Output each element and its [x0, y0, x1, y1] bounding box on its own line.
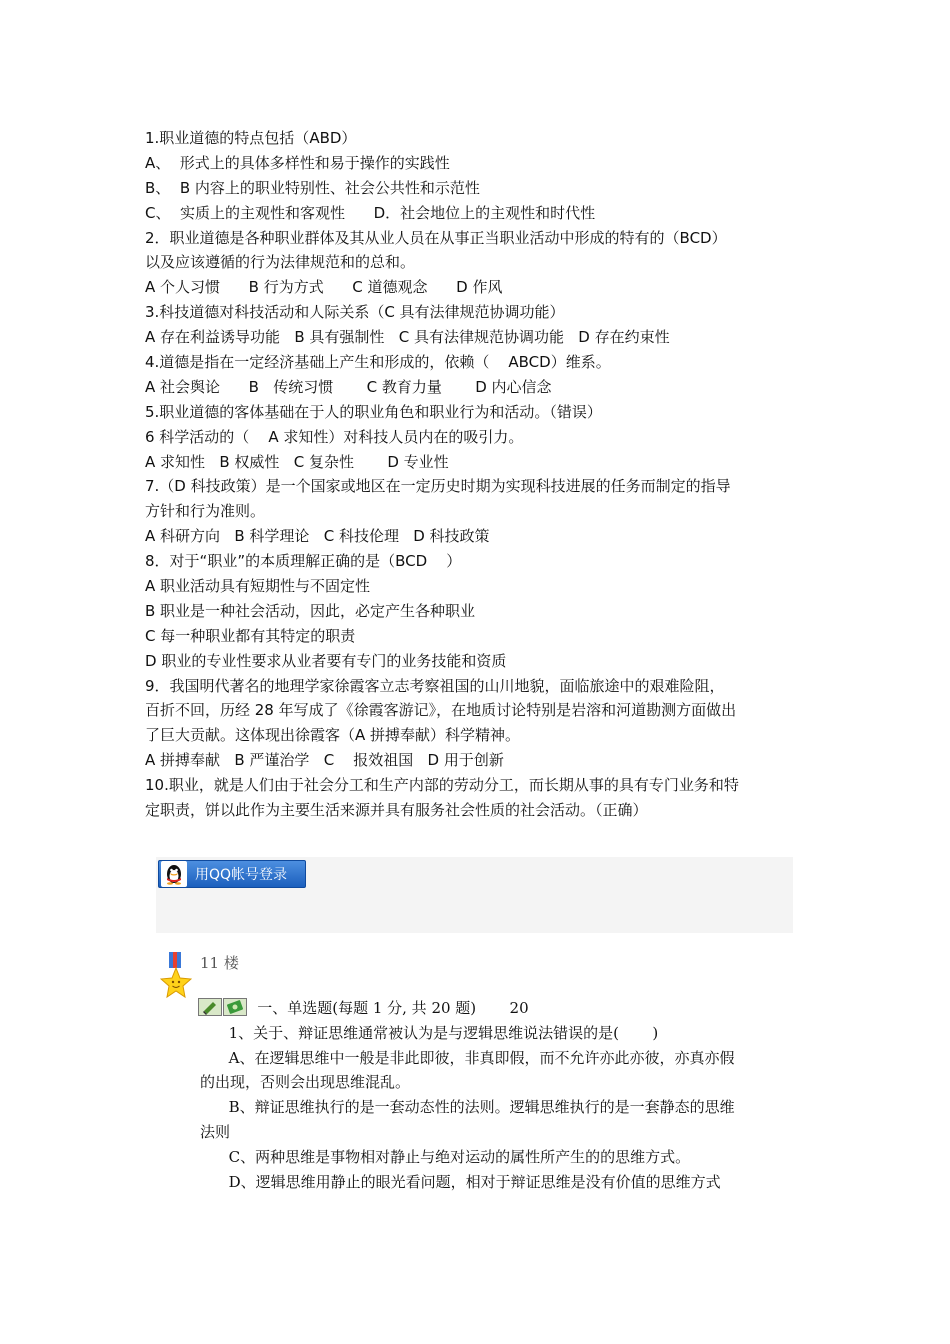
floor-line: B、辩证思维执行的是一套动态性的法则。逻辑思维执行的是一套静态的思维 — [200, 1098, 735, 1117]
doc-line: 8．对于“职业”的本质理解正确的是（BCD ） — [145, 552, 462, 571]
doc-line: 2．职业道德是各种职业群体及其从业人员在从事正当职业活动中形成的特有的（BCD） — [145, 228, 727, 247]
doc-line: 6 科学活动的（ A 求知性）对科技人员内在的吸引力。 — [145, 427, 524, 446]
doc-line: A 社会舆论 B 传统习惯 C 教育力量 D 内心信念 — [145, 377, 552, 396]
floor-line: 法则 — [200, 1122, 231, 1141]
floor-line: A、在逻辑思维中一般是非此即彼，非真即假，而不允许亦此亦彼，亦真亦假 — [200, 1048, 735, 1067]
doc-line: C 每一种职业都有其特定的职责 — [145, 626, 356, 645]
doc-line: C、 实质上的主观性和客观性 D．社会地位上的主观性和时代性 — [145, 203, 596, 222]
doc-line: 1.职业道德的特点包括（ABD） — [145, 129, 357, 147]
doc-line: B、 B 内容上的职业特别性、社会公共性和示范性 — [145, 178, 480, 197]
doc-line: 10.职业，就是人们由于社会分工和生产内部的劳动分工，而长期从事的具有专门业务和特 — [145, 776, 739, 795]
doc-line: 以及应该遵循的行为法律规范和的总和。 — [145, 253, 416, 272]
qq-login-label: 用QQ帐号登录 — [195, 867, 288, 883]
qq-login-button[interactable] — [158, 860, 306, 888]
doc-line: 定职责，饼以此作为主要生活来源并具有服务社会性质的社会活动。（正确） — [145, 801, 648, 820]
doc-line: 4.道德是指在一定经济基础上产生和形成的，依赖（ ABCD）维系。 — [145, 353, 611, 372]
penguin-icon — [161, 861, 187, 887]
floor-line: 1、关于、辩证思维通常被认为是与逻辑思维说法错误的是( ) — [200, 1023, 659, 1042]
doc-line: A 拼搏奉献 B 严谨治学 C 报效祖国 D 用于创新 — [145, 751, 504, 770]
doc-line: A、 形式上的具体多样性和易于操作的实践性 — [145, 153, 450, 172]
doc-line: 7.（D 科技政策）是一个国家或地区在一定历史时期为实现科技进展的任务而制定的指导 — [145, 477, 731, 496]
floor-line: D、逻辑思维用静止的眼光看问题，相对于辩证思维是没有价值的思维方式 — [200, 1172, 721, 1191]
doc-line: B 职业是一种社会活动，因此，必定产生各种职业 — [145, 601, 476, 620]
star-medal-icon — [160, 952, 192, 1000]
floor-number: 11 楼 — [200, 954, 239, 972]
doc-line: 3.科技道德对科技活动和人际关系（C 具有法律规范协调功能） — [145, 303, 565, 322]
floor-line: C、两种思维是事物相对静止与绝对运动的属性所产生的的思维方式。 — [200, 1147, 691, 1166]
doc-line: 5.职业道德的客体基础在于人的职业角色和职业行为和活动。（错误） — [145, 402, 602, 421]
document-body — [145, 126, 815, 823]
doc-line: A 存在利益诱导功能 B 具有强制性 C 具有法律规范协调功能 D 存在约束性 — [145, 328, 670, 347]
doc-line: A 科研方向 B 科学理论 C 科技伦理 D 科技政策 — [145, 527, 490, 546]
doc-line: 方针和行为准则。 — [145, 502, 266, 521]
doc-line: D 职业的专业性要求从业者要有专门的业务技能和资质 — [145, 651, 507, 670]
doc-line: A 个人习惯 B 行为方式 C 道德观念 D 作风 — [145, 278, 503, 297]
doc-line: 9．我国明代著名的地理学家徐霞客立志考察祖国的山川地貌，面临旅途中的艰难险阻， — [145, 676, 725, 695]
floor-line: 的出现，否则会出现思维混乱。 — [200, 1073, 411, 1092]
doc-line: A 职业活动具有短期性与不固定性 — [145, 577, 371, 596]
doc-line: A 求知性 B 权威性 C 复杂性 D 专业性 — [145, 452, 449, 471]
floor-line: 一、单选题(每题 1 分, 共 20 题) 20 — [200, 999, 529, 1017]
floor-content — [200, 996, 800, 1194]
doc-line: 了巨大贡献。这体现出徐霞客（A 拼搏奉献）科学精神。 — [145, 726, 521, 745]
doc-line: 百折不回，历经 28 年写成了《徐霞客游记》，在地质讨论特别是岩溶和河道勘测方面做出 — [145, 701, 737, 720]
